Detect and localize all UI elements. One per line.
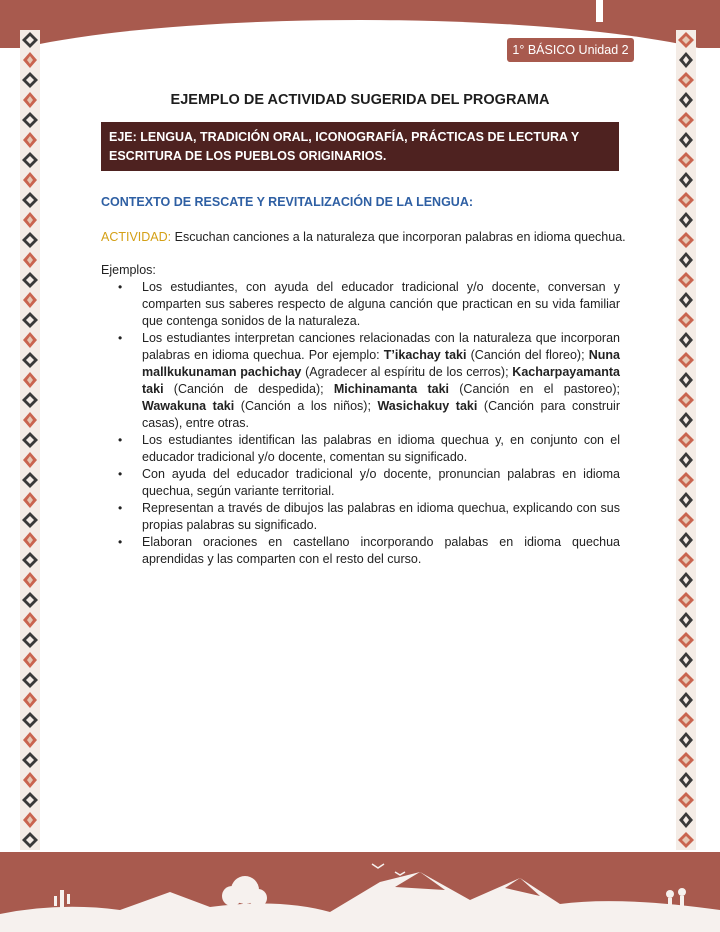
list-item [101,534,620,568]
unit-badge: 1° BÁSICO Unidad 2 [507,38,634,62]
header-tab-notch [596,0,603,22]
page-title: EJEMPLO DE ACTIVIDAD SUGERIDA DEL PROGRAMA [170,92,550,108]
activity-line [101,230,626,244]
list-item [101,466,620,500]
list-item-text: Elaboran oraciones en castellano incorporando palabas en idioma quechua aprendidas y las comparten con el resto del curso. [142,535,620,566]
song-name: Wasichakuy taki [377,399,478,413]
list-item [101,500,620,534]
song-name: T’ikachay taki [383,348,467,362]
bullet-icon: • [118,331,123,345]
list-item-text: Los estudiantes identifican las palabras en idioma quechua y, en conjunto con el educador tradicional y/o docente, comentan su significado. [142,433,620,464]
left-decorative-border [20,30,40,850]
list-item-text: Con ayuda del educador tradicional y/o docente, pronuncian palabras en idioma quechua, según variante territorial. [142,467,620,498]
bullet-icon: • [118,501,123,515]
list-item [101,279,620,330]
song-meaning: (Agradecer al espíritu de los cerros); [301,365,513,379]
examples-label: Ejemplos: [101,263,156,277]
song-name: Kacharpayamanta taki [142,365,620,396]
context-heading: CONTEXTO DE RESCATE Y REVITALIZACIÓN DE LA LENGUA: [101,195,474,209]
footer-landscape-illustration [0,852,720,932]
list-item [101,432,620,466]
song-meaning: (Canción para construir casas), entre otras. [142,399,620,430]
song-meaning: (Canción en el pastoreo); [449,382,620,396]
list-item-text: Representan a través de dibujos las palabras en idioma quechua, explicando con sus propias palabras su significado. [142,501,620,532]
bullet-icon: • [118,433,123,447]
song-name: Wawakuna taki [142,399,235,413]
list-item [101,330,620,432]
examples-list [101,279,620,568]
activity-label: ACTIVIDAD: [101,230,172,244]
activity-text: Escuchan canciones a la naturaleza que incorporan palabras en idioma quechua. [171,230,626,244]
list-item-text: Los estudiantes interpretan canciones relacionadas con la naturaleza que incorporan palabras en idioma quechua. Por ejemplo: [142,331,620,362]
list-item-text: Los estudiantes, con ayuda del educador tradicional y/o docente, conversan y comparten sus saberes respecto de alguna canción que practican en su vida familiar que contenga sonidos de la naturaleza. [142,280,620,328]
song-meaning: (Canción de despedida); [163,382,334,396]
song-name: Michinamanta taki [333,382,449,396]
bullet-icon: • [118,535,123,549]
eje-box: EJE: LENGUA, TRADICIÓN ORAL, ICONOGRAFÍA, PRÁCTICAS DE LECTURA Y ESCRITURA DE LOS PUEBLOS ORIGINARIOS. [101,122,619,171]
bullet-icon: • [118,280,123,294]
song-meaning: (Canción a los niños); [234,399,378,413]
bullet-icon: • [118,467,123,481]
song-name: Nuna mallkukunaman pachichay [142,348,620,379]
song-meaning: (Canción del floreo); [466,348,589,362]
right-decorative-border [676,30,696,850]
